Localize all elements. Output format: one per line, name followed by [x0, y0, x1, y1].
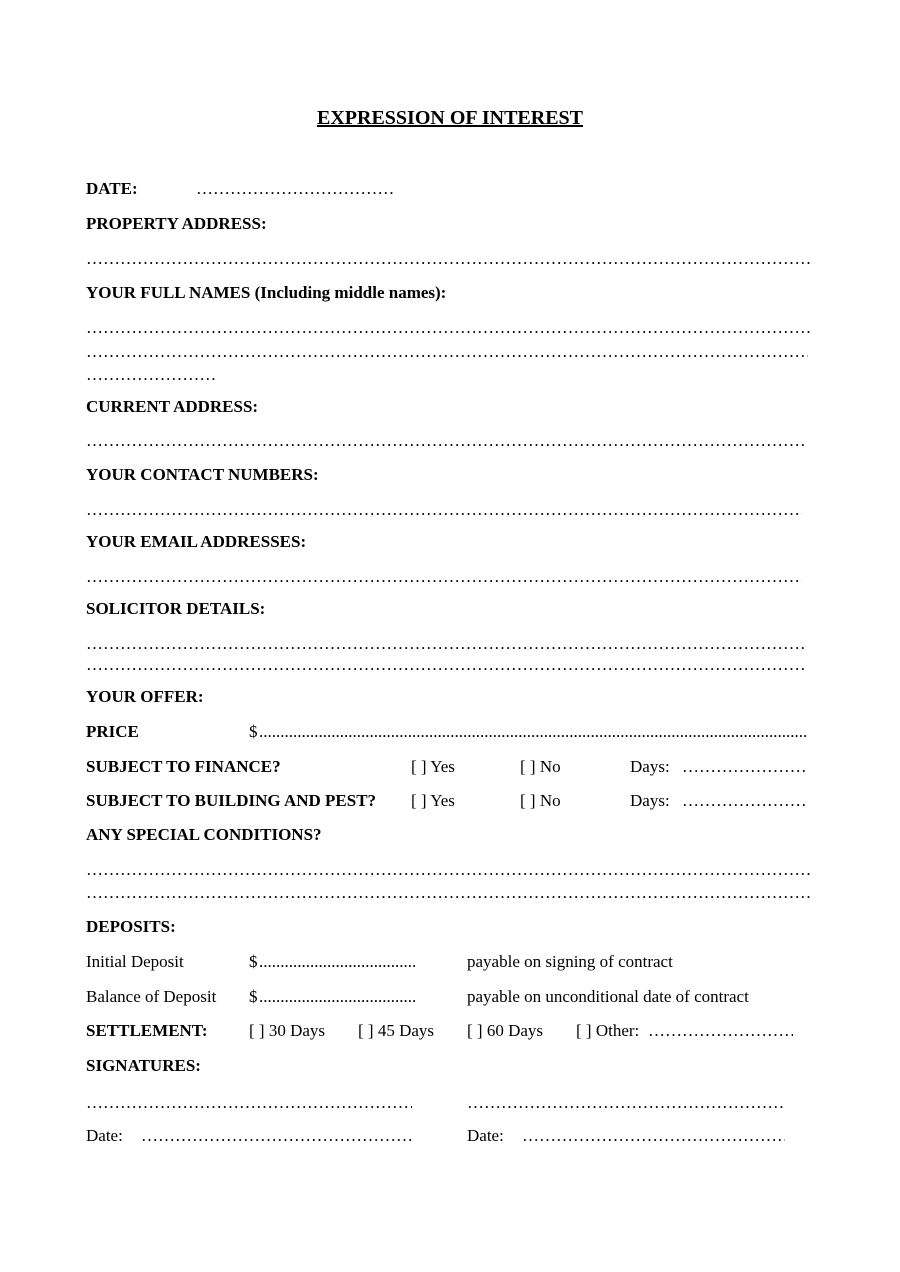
initial-deposit-note: payable on signing of contract — [467, 952, 673, 971]
full-names-field-line-2[interactable] — [86, 342, 808, 362]
property-address-label: PROPERTY ADDRESS: — [86, 214, 267, 233]
signature-field-2[interactable] — [467, 1093, 785, 1113]
price-field[interactable] — [259, 722, 807, 742]
solicitor-details-field-line-1[interactable] — [86, 634, 806, 654]
initial-deposit-label: Initial Deposit — [86, 952, 184, 971]
your-offer-heading: YOUR OFFER: — [86, 687, 204, 706]
signature-2-date-label: Date: — [467, 1126, 504, 1145]
date-field[interactable] — [196, 179, 394, 199]
contact-numbers-label: YOUR CONTACT NUMBERS: — [86, 465, 319, 484]
solicitor-details-label: SOLICITOR DETAILS: — [86, 599, 266, 618]
date-label: DATE: — [86, 179, 138, 198]
full-names-label: YOUR FULL NAMES (Including middle names): — [86, 283, 447, 302]
signature-field-1[interactable] — [86, 1093, 412, 1113]
building-pest-days-label: Days: — [630, 791, 670, 810]
building-pest-label: SUBJECT TO BUILDING AND PEST? — [86, 791, 377, 810]
deposits-heading: DEPOSITS: — [86, 917, 176, 936]
solicitor-details-field-line-2[interactable] — [86, 655, 806, 675]
finance-label: SUBJECT TO FINANCE? — [86, 757, 281, 776]
email-addresses-label: YOUR EMAIL ADDRESSES: — [86, 532, 307, 551]
finance-days-label: Days: — [630, 757, 670, 776]
current-address-field[interactable] — [86, 431, 806, 451]
document-title: EXPRESSION OF INTEREST — [317, 107, 583, 129]
price-label: PRICE — [86, 722, 139, 741]
signature-1-date-label: Date: — [86, 1126, 123, 1145]
special-conditions-field-line-1[interactable] — [86, 860, 812, 880]
initial-deposit-currency-prefix: $ — [249, 952, 258, 971]
signature-2-date-field[interactable] — [522, 1126, 785, 1146]
settlement-60-days-checkbox[interactable]: [ ] 60 Days — [467, 1021, 544, 1040]
balance-deposit-currency-prefix: $ — [249, 987, 258, 1006]
settlement-label: SETTLEMENT: — [86, 1021, 208, 1040]
balance-deposit-label: Balance of Deposit — [86, 987, 217, 1006]
signatures-heading: SIGNATURES: — [86, 1056, 201, 1075]
finance-no-checkbox[interactable]: [ ] No — [520, 757, 561, 776]
contact-numbers-field[interactable] — [86, 500, 802, 520]
price-currency-prefix: $ — [249, 722, 258, 741]
settlement-30-days-checkbox[interactable]: [ ] 30 Days — [249, 1021, 326, 1040]
full-names-field-line-3[interactable] — [86, 365, 217, 385]
initial-deposit-field[interactable] — [259, 952, 417, 972]
finance-days-field[interactable] — [682, 757, 806, 777]
settlement-other-checkbox[interactable]: [ ] Other: — [576, 1021, 640, 1040]
building-pest-days-field[interactable] — [682, 791, 806, 811]
building-pest-no-checkbox[interactable]: [ ] No — [520, 791, 561, 810]
settlement-45-days-checkbox[interactable]: [ ] 45 Days — [358, 1021, 435, 1040]
full-names-field-line-1[interactable] — [86, 318, 812, 338]
special-conditions-label: ANY SPECIAL CONDITIONS? — [86, 825, 322, 844]
finance-yes-checkbox[interactable]: [ ] Yes — [411, 757, 455, 776]
property-address-field[interactable] — [86, 249, 812, 269]
building-pest-yes-checkbox[interactable]: [ ] Yes — [411, 791, 455, 810]
current-address-label: CURRENT ADDRESS: — [86, 397, 259, 416]
balance-deposit-note: payable on unconditional date of contract — [467, 987, 749, 1006]
special-conditions-field-line-2[interactable] — [86, 883, 812, 903]
settlement-other-field[interactable] — [648, 1021, 793, 1041]
signature-1-date-field[interactable] — [141, 1126, 412, 1146]
balance-deposit-field[interactable] — [259, 987, 417, 1007]
email-addresses-field[interactable] — [86, 567, 802, 587]
